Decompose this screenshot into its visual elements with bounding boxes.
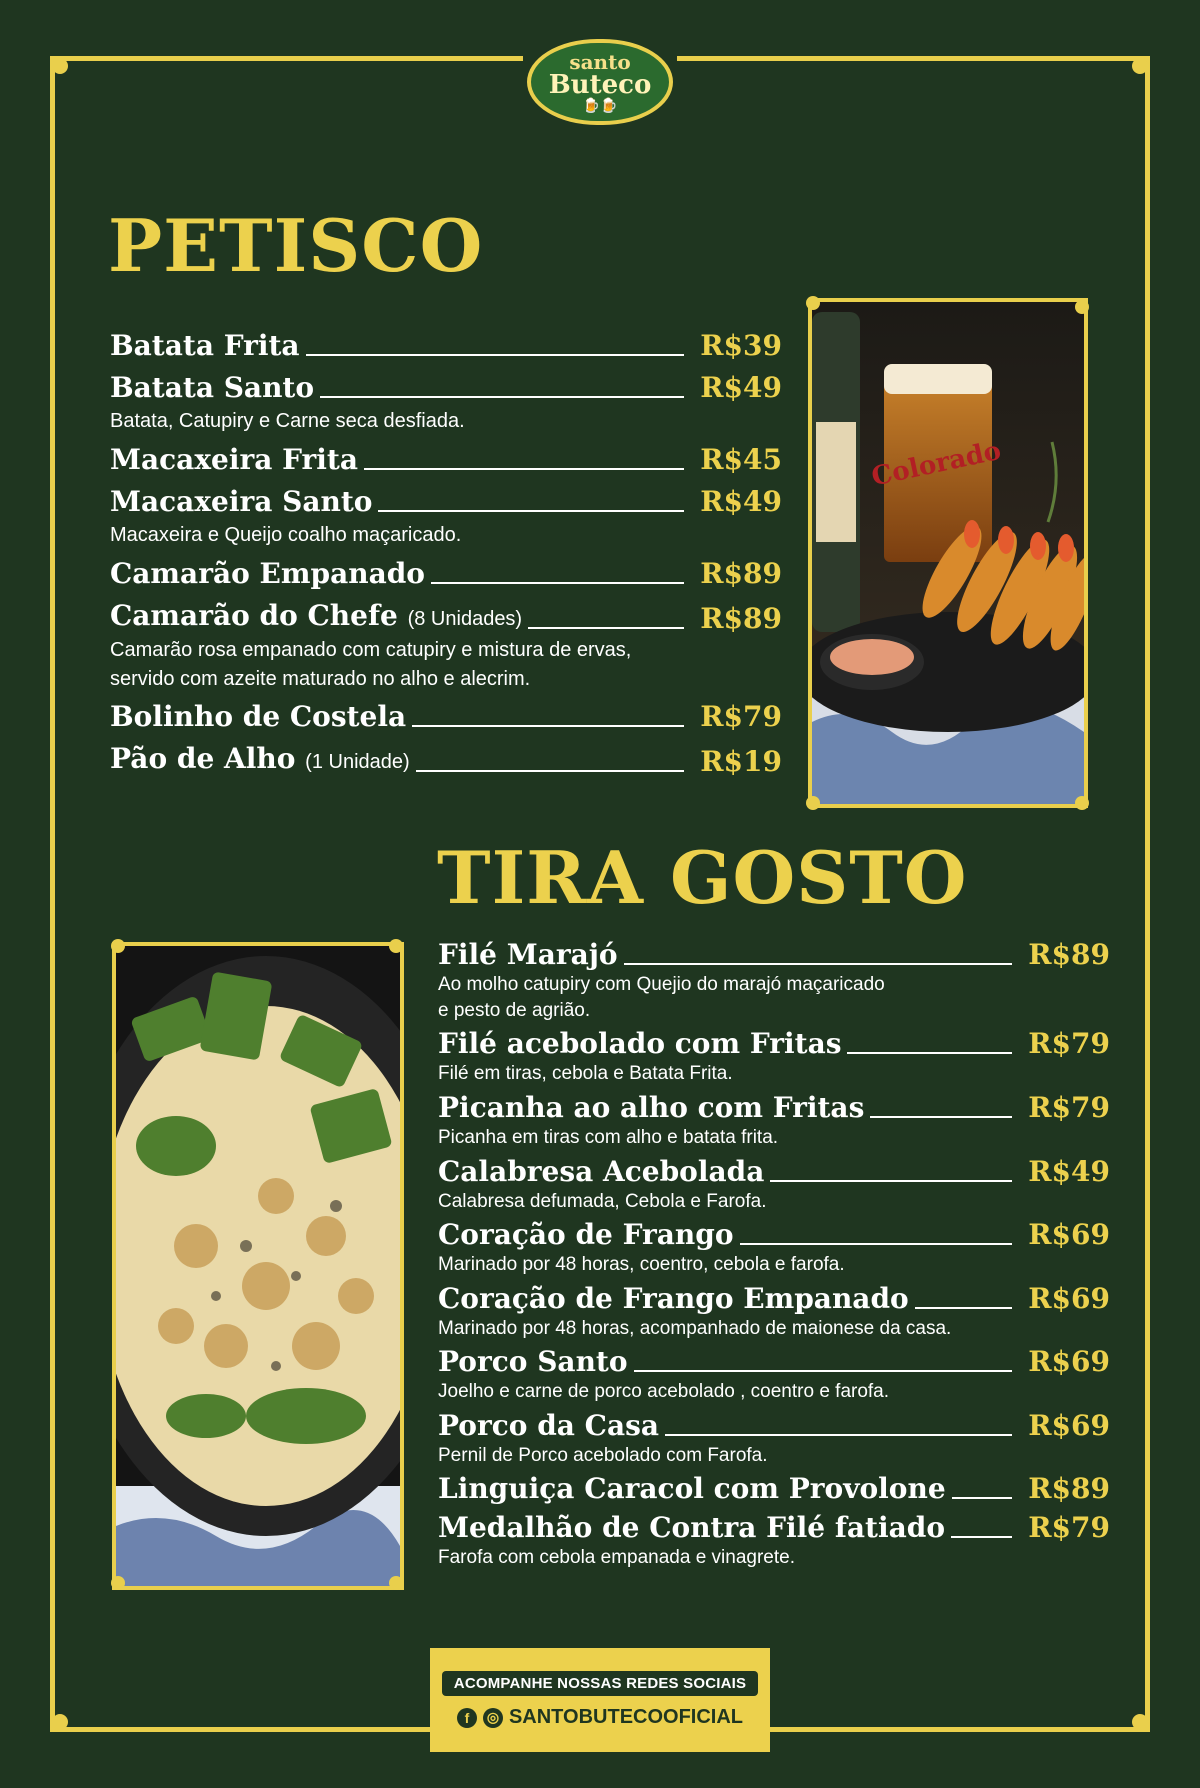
leader-line xyxy=(951,1536,1012,1538)
item-price: R$79 xyxy=(1028,1027,1110,1060)
menu-item xyxy=(438,1282,1110,1316)
item-name: Calabresa Acebolada xyxy=(438,1155,765,1188)
frame-corner-dot xyxy=(52,58,68,74)
leader-line xyxy=(624,963,1012,965)
item-name xyxy=(110,742,410,779)
item-price: R$89 xyxy=(700,602,782,635)
item-description: Marinado por 48 horas, coentro, cebola e farofa. xyxy=(438,1254,845,1275)
frame-corner-dot xyxy=(1132,1714,1148,1730)
item-name xyxy=(110,599,522,636)
leader-line xyxy=(740,1243,1012,1245)
leader-line xyxy=(847,1052,1012,1054)
item-name: Coração de Frango xyxy=(438,1218,734,1251)
instagram-icon[interactable]: ◎ xyxy=(483,1708,503,1728)
leader-line xyxy=(306,354,684,356)
menu-item xyxy=(110,443,782,477)
leader-line xyxy=(915,1307,1012,1309)
photo-tira-gosto-dish xyxy=(112,942,404,1590)
item-price: R$89 xyxy=(1028,938,1110,971)
leader-line xyxy=(870,1116,1012,1118)
menu-item xyxy=(438,1218,1110,1252)
item-price: R$49 xyxy=(700,485,782,518)
dish-illustration xyxy=(116,946,400,1586)
menu-item xyxy=(110,742,782,779)
menu-item xyxy=(438,1511,1110,1545)
item-price: R$19 xyxy=(700,745,782,778)
leader-line xyxy=(412,725,684,727)
svg-text:Colorado: Colorado xyxy=(868,435,1004,493)
menu-item xyxy=(438,1409,1110,1443)
photo-corner-dot xyxy=(1075,796,1089,810)
item-name: Bolinho de Costela xyxy=(110,700,407,733)
logo-line2: Buteco xyxy=(548,70,652,100)
item-price: R$39 xyxy=(700,329,782,362)
item-price: R$79 xyxy=(1028,1091,1110,1124)
item-name-text: Pão de Alho xyxy=(110,742,296,775)
leader-line xyxy=(528,627,684,629)
item-name: Macaxeira Santo xyxy=(110,485,373,518)
item-name: Filé acebolado com Fritas xyxy=(438,1027,842,1060)
item-price: R$49 xyxy=(700,371,782,404)
item-name-text: Camarão do Chefe xyxy=(110,599,398,632)
item-description: Joelho e carne de porco acebolado , coentro e farofa. xyxy=(438,1381,890,1402)
item-description: Marinado por 48 horas, acompanhado de maionese da casa. xyxy=(438,1318,952,1339)
leader-line xyxy=(320,396,684,398)
item-description: Pernil de Porco acebolado com Farofa. xyxy=(438,1445,768,1466)
item-description: Calabresa defumada, Cebola e Farofa. xyxy=(438,1191,767,1212)
menu-item xyxy=(438,1091,1110,1125)
social-box xyxy=(430,1648,770,1752)
item-name: Camarão Empanado xyxy=(110,557,425,590)
leader-line xyxy=(665,1434,1012,1436)
leader-line xyxy=(364,468,684,470)
menu-item xyxy=(438,1027,1110,1061)
frame-corner-dot xyxy=(52,1714,68,1730)
menu-item xyxy=(110,557,782,591)
photo-corner-dot xyxy=(111,1576,125,1590)
photo-corner-dot xyxy=(389,1576,403,1590)
photo-corner-dot xyxy=(1075,300,1089,314)
item-price: R$69 xyxy=(1028,1282,1110,1315)
item-price: R$49 xyxy=(1028,1155,1110,1188)
item-name: Linguiça Caracol com Provolone xyxy=(438,1472,946,1505)
item-name: Porco Santo xyxy=(438,1345,628,1378)
item-description: servido com azeite maturado no alho e alecrim. xyxy=(110,668,531,690)
item-price: R$69 xyxy=(1028,1409,1110,1442)
facebook-icon[interactable]: f xyxy=(457,1708,477,1728)
item-price: R$79 xyxy=(1028,1511,1110,1544)
photo-corner-dot xyxy=(111,939,125,953)
logo-badge xyxy=(527,39,673,125)
item-note: (8 Unidades) xyxy=(407,608,523,630)
item-price: R$89 xyxy=(700,557,782,590)
item-description: Picanha em tiras com alho e batata frita. xyxy=(438,1127,779,1148)
menu-item xyxy=(110,700,782,734)
item-price: R$45 xyxy=(700,443,782,476)
tira-gosto-title: TIRA GOSTO xyxy=(437,835,968,920)
item-name: Macaxeira Frita xyxy=(110,443,358,476)
photo-beer-shrimp xyxy=(808,298,1088,808)
menu-item xyxy=(110,371,782,405)
menu-item xyxy=(110,329,782,363)
leader-line xyxy=(431,582,684,584)
menu-item xyxy=(438,1155,1110,1189)
item-name: Batata Frita xyxy=(110,329,300,362)
menu-item xyxy=(110,485,782,519)
item-name: Coração de Frango Empanado xyxy=(438,1282,909,1315)
photo-corner-dot xyxy=(806,296,820,310)
photo-corner-dot xyxy=(806,796,820,810)
menu-item xyxy=(438,938,1110,972)
item-name: Porco da Casa xyxy=(438,1409,660,1442)
item-price: R$89 xyxy=(1028,1472,1110,1505)
social-label: ACOMPANHE NOSSAS REDES SOCIAIS xyxy=(442,1671,758,1696)
menu-item xyxy=(438,1472,1110,1506)
item-description: Farofa com cebola empanada e vinagrete. xyxy=(438,1547,795,1568)
item-description: Filé em tiras, cebola e Batata Frita. xyxy=(438,1063,733,1084)
item-name: Filé Marajó xyxy=(438,938,618,971)
social-handle-row[interactable] xyxy=(457,1706,743,1729)
social-handle[interactable]: SANTOBUTECOOFICIAL xyxy=(508,1706,744,1728)
leader-line xyxy=(416,770,684,772)
beer-mugs-icon: 🍺🍺 xyxy=(582,97,618,113)
menu-item xyxy=(110,599,782,636)
leader-line xyxy=(378,510,684,512)
item-name: Picanha ao alho com Fritas xyxy=(438,1091,865,1124)
photo-corner-dot xyxy=(389,939,403,953)
item-description: Macaxeira e Queijo coalho maçaricado. xyxy=(110,524,462,546)
item-description: Batata, Catupiry e Carne seca desfiada. xyxy=(110,410,465,432)
leader-line xyxy=(634,1370,1012,1372)
logo xyxy=(523,36,677,128)
leader-line xyxy=(770,1180,1012,1182)
menu-item xyxy=(438,1345,1110,1379)
logo-line1: santo xyxy=(569,50,631,74)
item-note: (1 Unidade) xyxy=(305,751,410,773)
leader-line xyxy=(952,1497,1012,1499)
item-description: Ao molho catupiry com Quejio do marajó maçaricado xyxy=(438,974,885,995)
item-name: Batata Santo xyxy=(110,371,315,404)
item-price: R$69 xyxy=(1028,1218,1110,1251)
item-name: Medalhão de Contra Filé fatiado xyxy=(438,1511,945,1544)
item-price: R$69 xyxy=(1028,1345,1110,1378)
item-description: Camarão rosa empanado com catupiry e mistura de ervas, xyxy=(110,639,632,661)
frame-corner-dot xyxy=(1132,58,1148,74)
item-price: R$79 xyxy=(700,700,782,733)
item-description: e pesto de agrião. xyxy=(438,1000,591,1021)
petisco-title: PETISCO xyxy=(108,203,484,288)
beer-shrimp-illustration xyxy=(812,302,1084,804)
